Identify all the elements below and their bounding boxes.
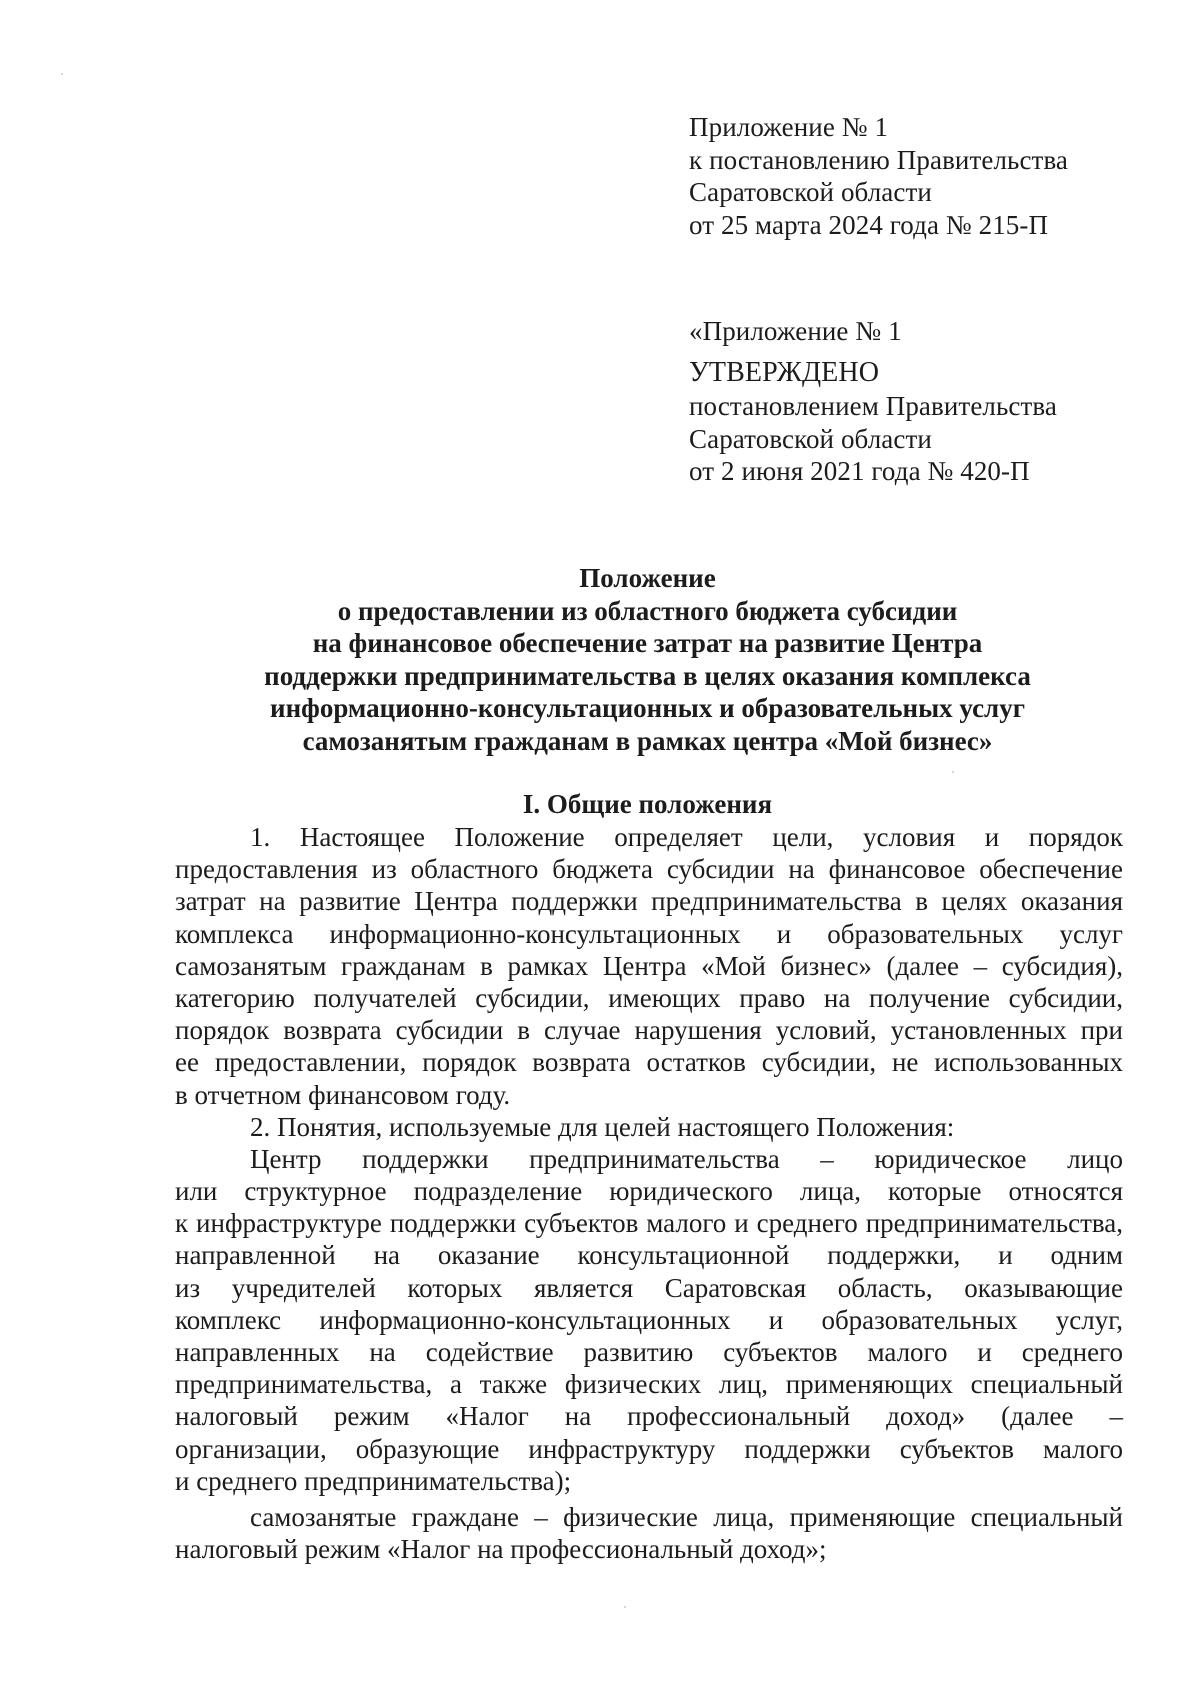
paragraph-line: налоговый режим «Налог на профессиональный доход»; [175, 1534, 827, 1565]
paragraph-line: самозанятые граждане – физические лица, применяющие специальный [250, 1501, 1123, 1532]
paragraph-line: категорию получателей субсидии, имеющих право на получение субсидии, [175, 982, 1123, 1013]
approval-date-line: от 2 июня 2021 года № 420-П [689, 456, 1030, 486]
paragraph-line: налоговый режим «Налог на профессиональный доход» (далее – [175, 1401, 1123, 1432]
appendix-line: Саратовской области [689, 177, 932, 207]
title-line: на финансовое обеспечение затрат на развитие Центра [312, 628, 983, 659]
paragraph-line: комплекс информационно-консультационных и образовательных услуг, [175, 1304, 1123, 1335]
paragraph-line: направленной на оказание консультационной поддержки, и одним [175, 1240, 1123, 1271]
paragraph-line: самозанятым гражданам в рамках Центра «Мой бизнес» (далее – субсидия), [175, 950, 1123, 981]
title-line: поддержки предпринимательства в целях оказания комплекса [264, 660, 1031, 691]
title-line: самозанятым гражданам в рамках центра «Мой бизнес» [302, 725, 993, 756]
approval-stamp-block [689, 315, 1057, 488]
approval-appendix-line: «Приложение № 1 [689, 316, 902, 346]
scan-speck [952, 771, 954, 773]
paragraph-line: 1. Настоящее Положение определяет цели, условия и порядок [250, 822, 1123, 852]
paragraph-line: ее предоставлении, порядок возврата остатков субсидии, не использованных [175, 1047, 1123, 1078]
paragraph-line: и среднего предпринимательства); [175, 1465, 572, 1496]
title-line: Положение [579, 563, 716, 593]
document-body [175, 821, 1123, 1565]
paragraph-line: организации, образующие инфраструктуру поддержки субъектов малого [175, 1433, 1123, 1464]
paragraph-line: затрат на развитие Центра поддержки предпринимательства в целях оказания [175, 886, 1123, 917]
paragraph-line: предпринимательства, а также физических лиц, применяющих специальный [175, 1369, 1123, 1400]
scan-speck [624, 1606, 626, 1608]
title-line: о предоставлении из областного бюджета субсидии [337, 595, 958, 626]
paragraph-line: к инфраструктуре поддержки субъектов малого и среднего предпринимательства, [175, 1208, 1123, 1239]
paragraph-line: предоставления из областного бюджета субсидии на финансовое обеспечение [175, 854, 1123, 885]
appendix-reference [689, 111, 1068, 241]
appendix-line: к постановлению Правительства [689, 144, 1069, 175]
paragraph-line: или структурное подразделение юридического лица, которые относятся [175, 1176, 1123, 1207]
scan-speck [61, 73, 63, 75]
appendix-date-line: от 25 марта 2024 года № 215-П [689, 209, 1049, 240]
title-line: информационно-консультационных и образовательных услуг [270, 693, 1025, 724]
paragraph-line: комплекса информационно-консультационных и образовательных услуг [175, 918, 1123, 949]
approval-line: Саратовской области [689, 423, 932, 454]
paragraph-line: направленных на содействие развитию субъектов малого и среднего [175, 1337, 1123, 1367]
paragraph-line: из учредителей которых является Саратовская область, оказывающие [175, 1272, 1123, 1303]
paragraph-line: в отчетном финансовом году. [175, 1079, 511, 1110]
approval-label: УТВЕРЖДЕНО [689, 356, 880, 388]
approval-line: постановлением Правительства [689, 391, 1057, 421]
paragraph-line: Центр поддержки предпринимательства – юридическое лицо [250, 1143, 1123, 1174]
section-heading: I. Общие положения [522, 789, 773, 819]
document-title [160, 562, 1135, 758]
paragraph-line: 2. Понятия, используемые для целей настоящего Положения: [250, 1111, 955, 1142]
appendix-line: Приложение № 1 [689, 112, 889, 142]
paragraph-line: порядок возврата субсидии в случае нарушения условий, установленных при [175, 1015, 1123, 1046]
